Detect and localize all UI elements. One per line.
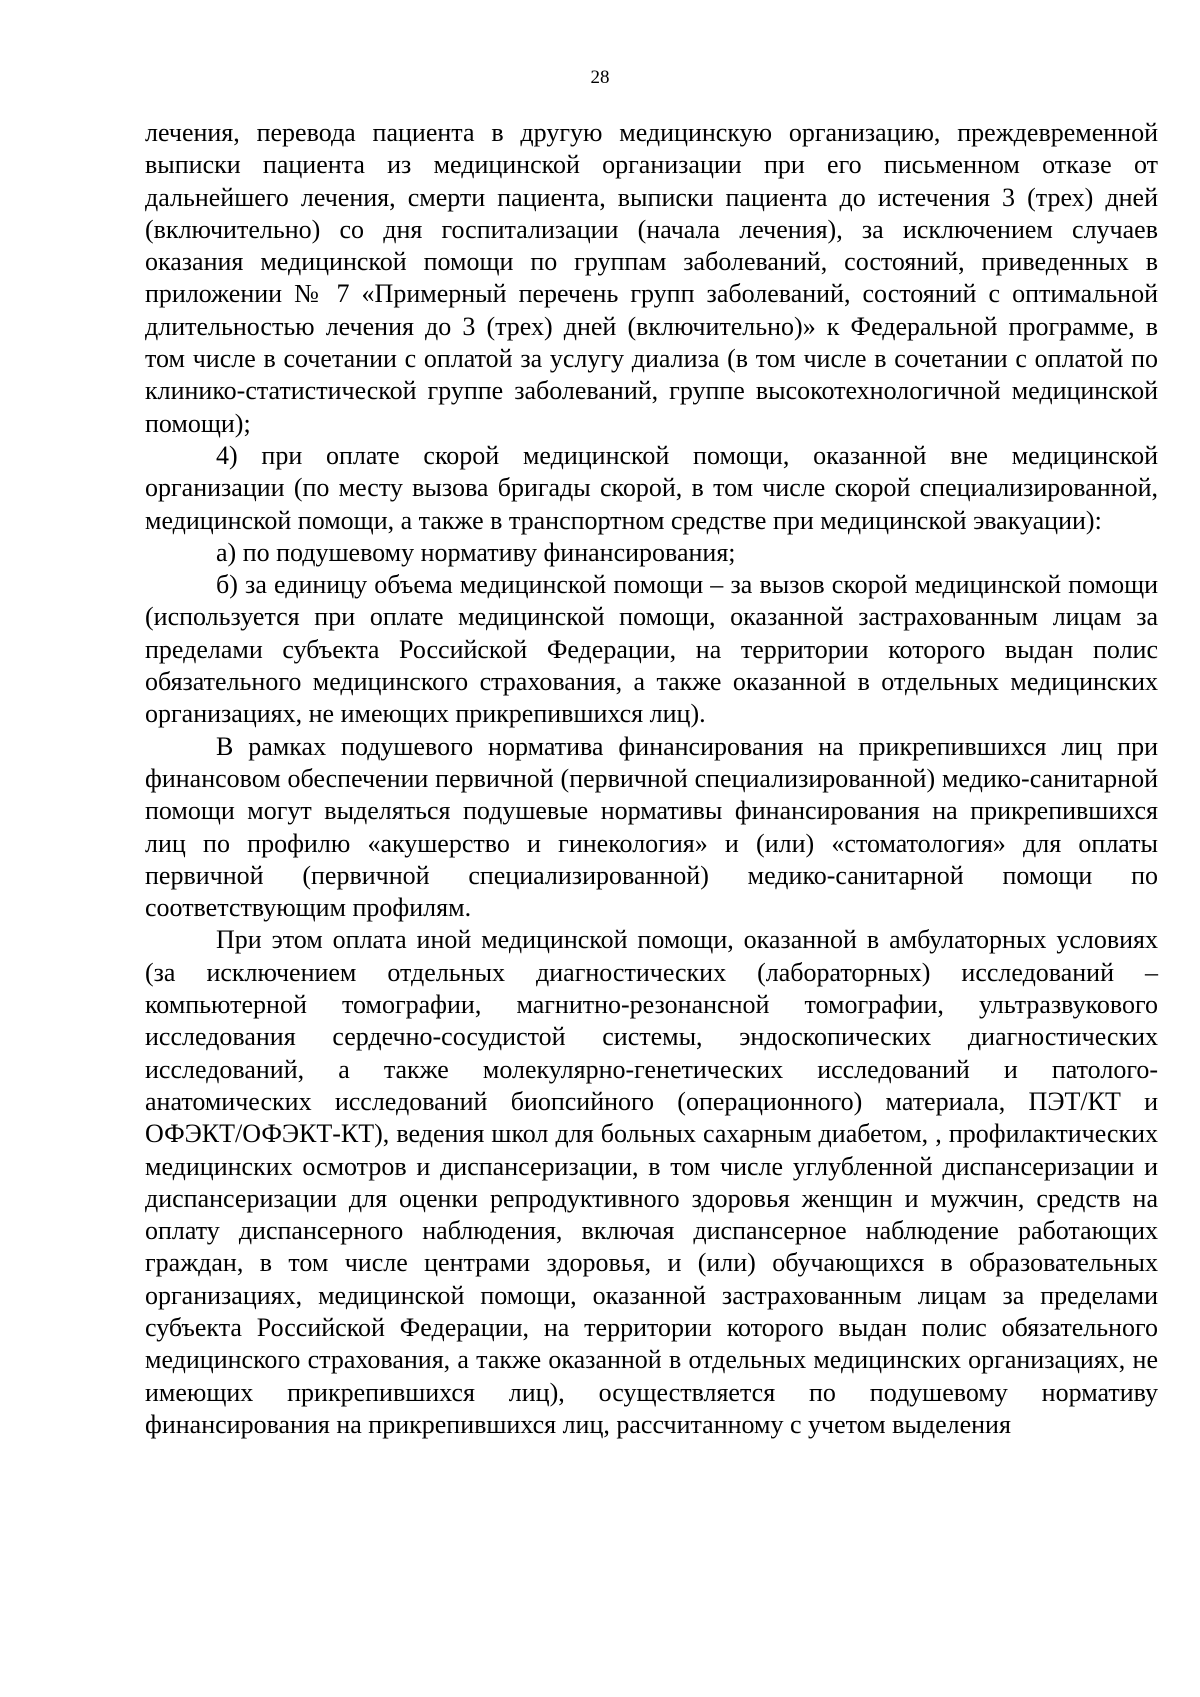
paragraph-subitem-b: б) за единицу объема медицинской помощи – за вызов скорой медицинской помощи (используется при оплате медицинской помощи, оказанной застрахованным лицам за пределами субъекта Российской Федерации, на территории которого выдан полис обязательного медицинского страхования, а также оказанной в отдельных медицинских организациях, не имеющих прикрепившихся лиц). xyxy=(145,570,1158,729)
paragraph-continuation: лечения, перевода пациента в другую медицинскую организацию, преждевременной выписки пациента из медицинской организации при его письменном отказе от дальнейшего лечения, смерти пациента, выписки пациента до истечения 3 (трех) дней (включительно) со дня госпитализации (начала лечения), за исключением случаев оказания медицинской помощи по группам заболеваний, состояний, приведенных в приложении № 7 «Примерный перечень групп заболеваний, состояний с оптимальной длительностью лечения до 3 (трех) дней (включительно)» к Федеральной программе, в том числе в сочетании с оплатой за услугу диализа (в том числе в сочетании с оплатой по клинико-статистической группе заболеваний, группе высокотехнологичной медицинской помощи); xyxy=(145,118,1158,438)
document-body xyxy=(145,117,1158,1441)
paragraph-outpatient-payment: При этом оплата иной медицинской помощи, оказанной в амбулаторных условиях (за исключением отдельных диагностических (лабораторных) исследований – компьютерной томографии, магнитно-резонансной томографии, ультразвукового исследования сердечно-сосудистой системы, эндоскопических диагностических исследований, а также молекулярно-генетических исследований и патолого-анатомических исследований биопсийного (операционного) материала, ПЭТ/КТ и ОФЭКТ/ОФЭКТ-КТ), ведения школ для больных сахарным диабетом, , профилактических медицинских осмотров и диспансеризации, в том числе углубленной диспансеризации и диспансеризации для оценки репродуктивного здоровья женщин и мужчин, средств на оплату диспансерного наблюдения, включая диспансерное наблюдение работающих граждан, в том числе центрами здоровья, и (или) обучающихся в образовательных организациях, медицинской помощи, оказанной застрахованным лицам за пределами субъекта Российской Федерации, на территории которого выдан полис обязательного медицинского страхования, а также оказанной в отдельных медицинских организациях, не имеющих прикрепившихся лиц), осуществляется по подушевому нормативу финансирования на прикрепившихся лиц, рассчитанному с учетом выделения xyxy=(145,925,1158,1439)
page-number: 28 xyxy=(590,67,610,88)
paragraph-subitem-a: а) по подушевому нормативу финансирования; xyxy=(216,537,736,567)
paragraph-per-capita-norm: В рамках подушевого норматива финансирования на прикрепившихся лиц при финансовом обеспечении первичной (первичной специализированной) медико-санитарной помощи могут выделяться подушевые нормативы финансирования на прикрепившихся лиц по профилю «акушерство и гинекология» и (или) «стоматология» для оплаты первичной (первичной специализированной) медико-санитарной помощи по соответствующим профилям. xyxy=(145,731,1158,923)
paragraph-item-4: 4) при оплате скорой медицинской помощи, оказанной вне медицинской организации (по месту вызова бригады скорой, в том числе скорой специализированной, медицинской помощи, а также в транспортном средстве при медицинской эвакуации): xyxy=(145,440,1158,535)
